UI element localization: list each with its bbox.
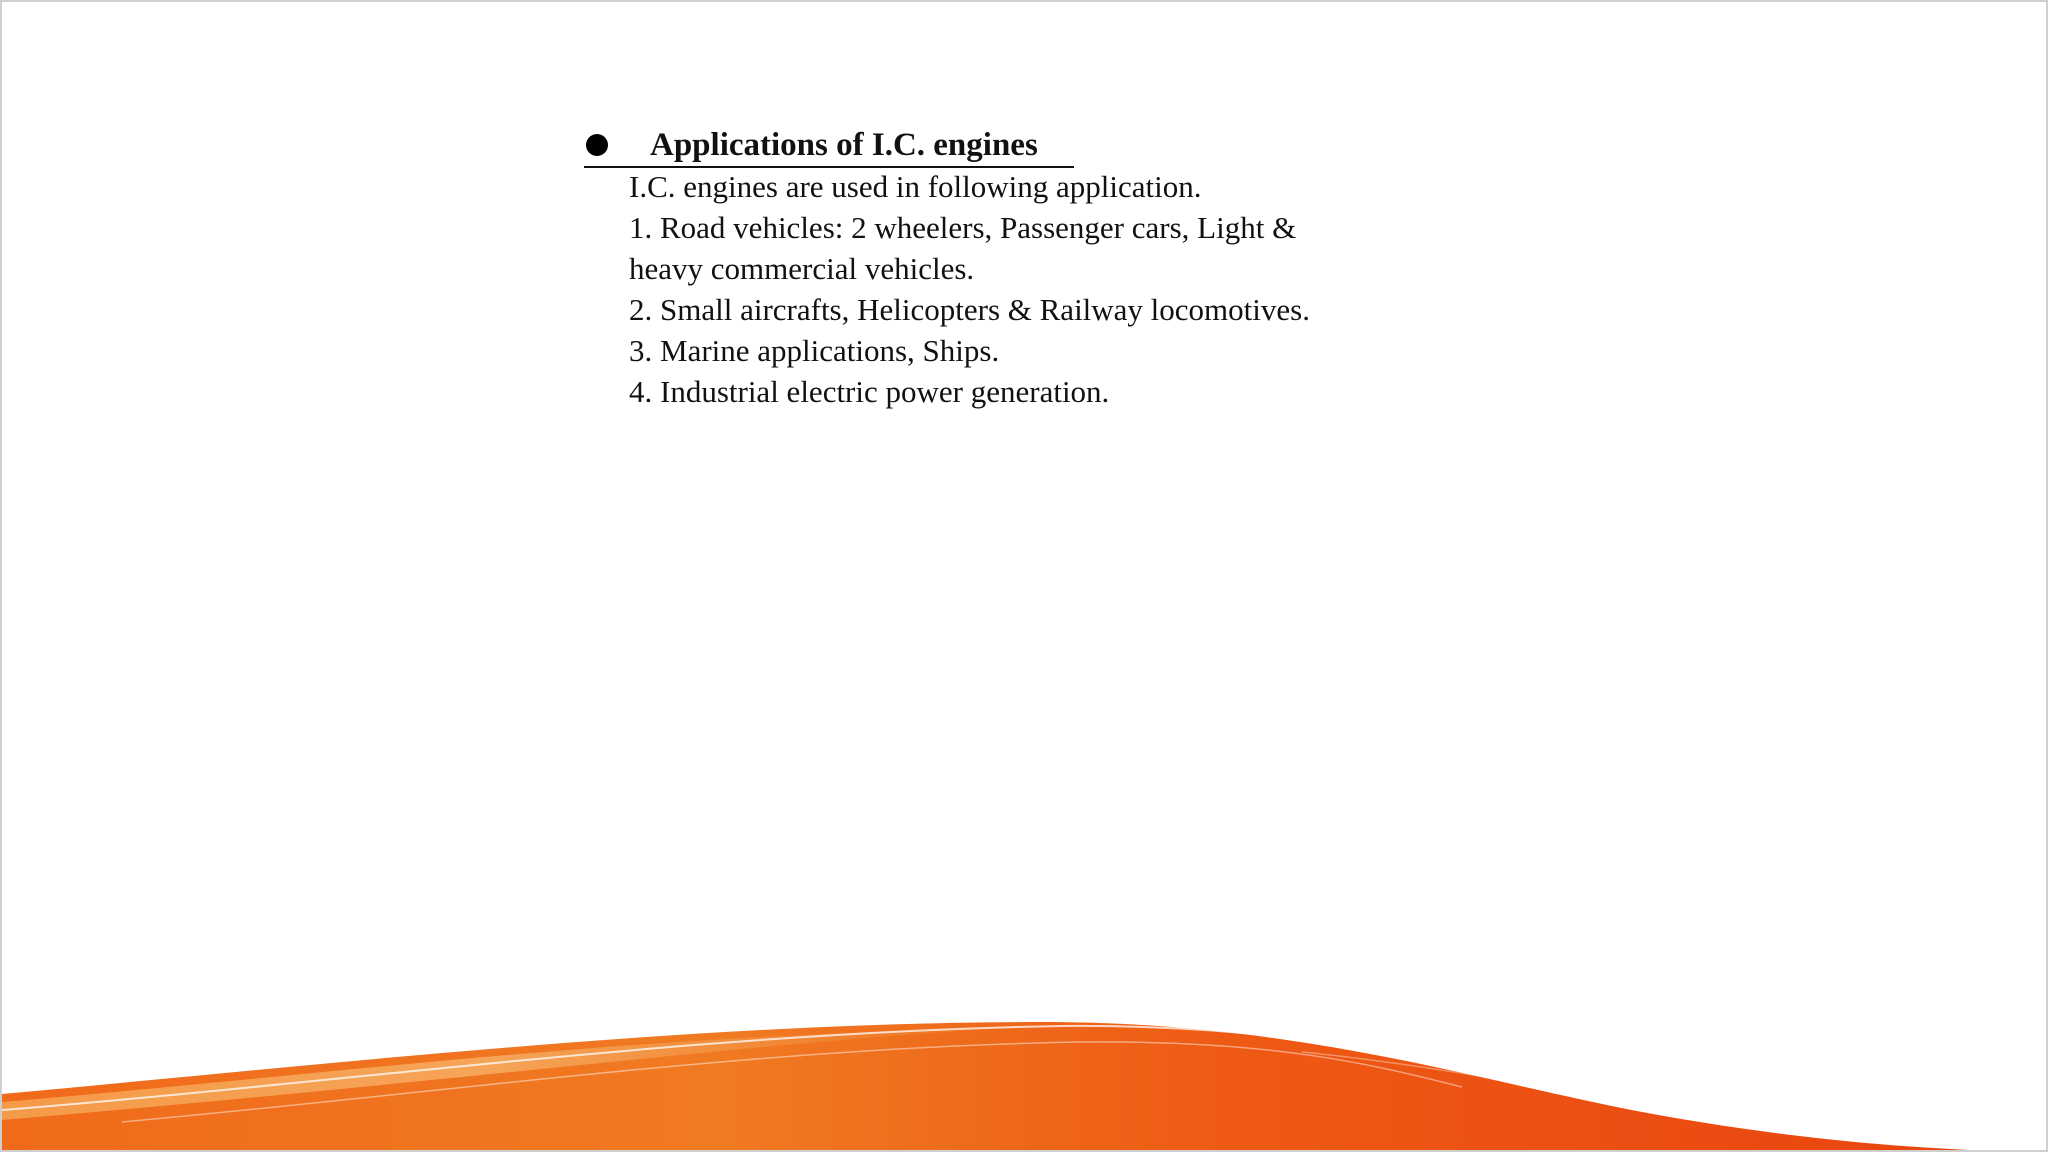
list-item: 4. Industrial electric power generation. [629,374,1110,409]
intro-text: I.C. engines are used in following application. [629,169,1202,204]
list-item: 2. Small aircrafts, Helicopters & Railway locomotives. [629,292,1310,327]
list-item: heavy commercial vehicles. [629,251,975,286]
bullet-icon [586,134,608,156]
section-body [629,166,1484,412]
list-item: 1. Road vehicles: 2 wheelers, Passenger cars, Light & [629,210,1297,245]
list-item: 3. Marine applications, Ships. [629,333,1000,368]
section-heading: Applications of I.C. engines [650,127,1038,163]
section-heading-row [584,124,1074,168]
content-block [584,124,1484,412]
